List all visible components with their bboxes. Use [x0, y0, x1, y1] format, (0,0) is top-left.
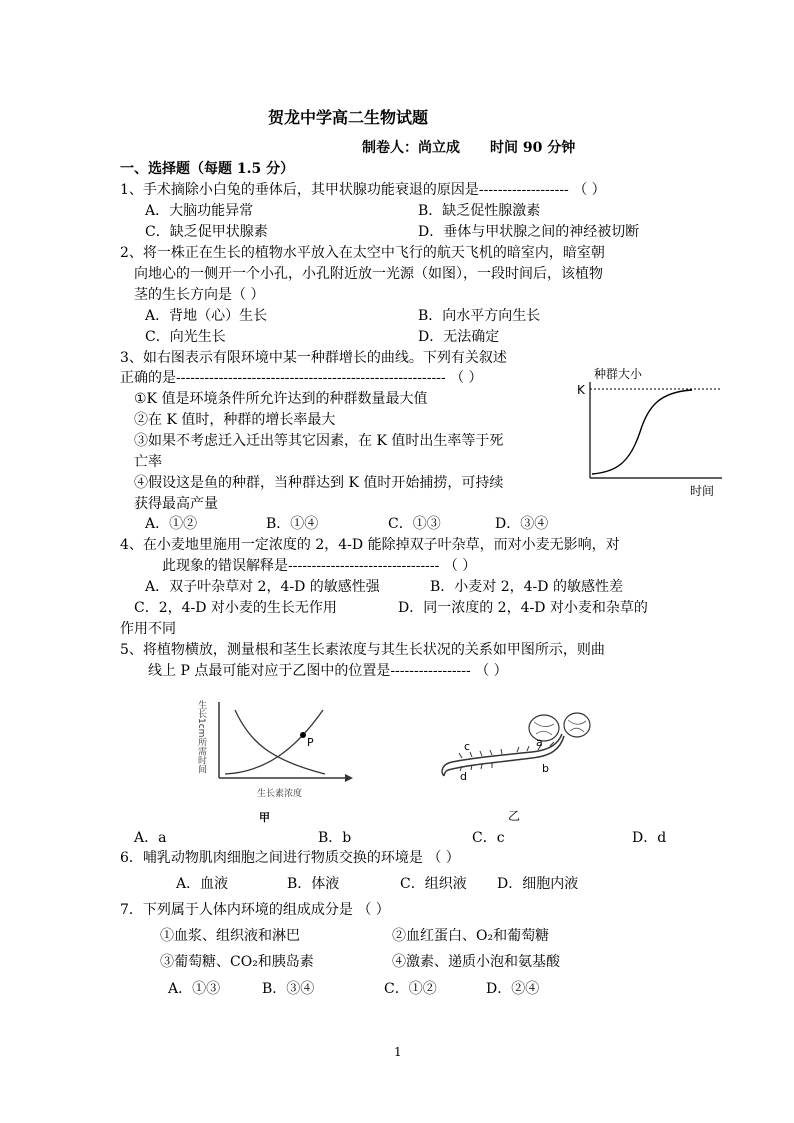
q7-item-4: ④激素、递质小泡和氨基酸: [392, 954, 560, 970]
section-heading: 一、选择题（每题 1.5 分）: [120, 161, 295, 177]
yi-label-a: a: [536, 736, 543, 749]
q6-option-d: D．细胞内液: [497, 876, 579, 892]
jia-point-p: [300, 732, 306, 738]
jia-ylabel: [196, 699, 207, 774]
graph-s-curve: [592, 390, 692, 474]
q1-option-d: D．垂体与甲状腺之间的神经被切断: [418, 224, 640, 240]
yi-right-leaf: [564, 713, 590, 737]
yi-caption: 乙: [508, 809, 521, 823]
q5-stem-line2: 线上 P 点最可能对应于乙图中的位置是----------------- （ ）: [148, 663, 508, 679]
q4-option-c: C．2，4-D 对小麦的生长无作用: [134, 600, 337, 616]
graph-xlabel: 时间: [690, 484, 715, 498]
q2-stem-line2: 向地心的一侧开一个小孔，小孔附近放一光源（如图），一段时间后，该植物: [134, 266, 603, 282]
q2-option-d: D．无法确定: [418, 329, 500, 345]
q7-item-3: ③葡萄糖、CO₂和胰岛素: [160, 954, 314, 970]
q7-option-b: B．③④: [262, 981, 315, 997]
q5-option-a: A．a: [134, 830, 167, 846]
q3-stem-line1: 3、如右图表示有限环境中某一种群增长的曲线。下列有关叙述: [120, 350, 507, 366]
q7-option-c: C．①②: [384, 981, 437, 997]
q1-option-c: C．缺乏促甲状腺素: [145, 224, 268, 240]
q3-statement-2: ②在 K 值时，种群的增长率最大: [134, 412, 336, 428]
q5-option-d: D．d: [632, 830, 667, 846]
q2-option-c: C．向光生长: [145, 329, 226, 345]
q3-option-b: B．①④: [266, 516, 319, 532]
q3-statement-3b: 亡率: [134, 454, 162, 470]
q3-statement-4a: ④假设这是鱼的种群，当种群达到 K 值时开始捕捞，可持续: [134, 475, 504, 491]
q6-stem: 6．哺乳动物肌肉细胞之间进行物质交换的环境是 （ ）: [120, 850, 460, 866]
author-line: 制卷人：尚立成: [362, 140, 460, 156]
q4-option-d-cont: 作用不同: [120, 621, 176, 637]
yi-left-leaf: [529, 715, 559, 741]
q5-option-c: C．c: [472, 830, 505, 846]
q7-item-2: ②血红蛋白、O₂和葡萄糖: [392, 928, 550, 944]
jia-point-label: P: [307, 736, 314, 749]
figure-yi-plant: [432, 700, 612, 830]
q4-option-b: B．小麦对 2，4-D 的敏感性差: [430, 579, 623, 595]
q7-item-1: ①血浆、组织液和淋巴: [160, 928, 300, 944]
jia-x-arrow: [345, 774, 353, 782]
q2-stem-line3: 茎的生长方向是（ ）: [134, 287, 265, 303]
q1-option-b: B．缺乏促性腺激素: [418, 203, 541, 219]
q6-option-c: C．组织液: [400, 876, 467, 892]
q2-stem-line1: 2、将一株正在生长的植物水平放入在太空中飞行的航天飞机的暗室内，暗室朝: [120, 245, 605, 261]
q3-option-a: A．①②: [145, 516, 198, 532]
yi-label-b: b: [542, 762, 549, 775]
yi-label-d: d: [460, 770, 467, 783]
time-limit: 时间 90 分钟: [490, 140, 576, 156]
q3-option-c: C．①③: [388, 516, 441, 532]
q2-option-b: B．向水平方向生长: [418, 308, 541, 324]
jia-caption: 甲: [259, 811, 270, 824]
q3-statement-3a: ③如果不考虑迁入迁出等其它因素，在 K 值时出生率等于死: [134, 433, 504, 449]
page-title: 贺龙中学高二生物试题: [268, 108, 429, 127]
q2-option-a: A．背地（心）生长: [145, 308, 268, 324]
graph-ylabel: 种群大小: [594, 367, 643, 381]
q3-statement-1: ①K 值是环境条件所允许达到的种群数量最大值: [134, 391, 428, 407]
q4-option-a: A．双子叶杂草对 2，4-D 的敏感性强: [145, 579, 380, 595]
page-number: 1: [394, 1045, 402, 1059]
q6-option-b: B．体液: [287, 876, 340, 892]
q4-stem-line2: 此现象的错误解释是-------------------------------- （ ）: [162, 558, 477, 574]
q7-option-a: A．①③: [168, 981, 221, 997]
graph-k-label: K: [577, 383, 585, 397]
population-growth-graph: [572, 362, 732, 502]
q3-option-d: D．③④: [495, 516, 549, 532]
q7-stem: 7．下列属于人体内环境的组成成分是 （ ）: [120, 902, 390, 918]
q5-stem-line1: 5、将植物横放，测量根和茎生长素浓度与其生长状况的关系如甲图所示，则曲: [120, 642, 605, 658]
q3-statement-4b: 获得最高产量: [134, 496, 218, 512]
q4-option-d: D．同一浓度的 2，4-D 对小麦和杂草的: [398, 600, 648, 616]
q6-option-a: A．血液: [176, 876, 229, 892]
jia-ylabel-text: 生长1cm所需时间: [196, 700, 206, 774]
q1-stem: 1、手术摘除小白兔的垂体后，其甲状腺功能衰退的原因是------------------- （ ）: [120, 182, 606, 198]
q4-stem-line1: 4、在小麦地里施用一定浓度的 2，4-D 能除掉双子叶杂草，而对小麦无影响，对: [120, 537, 620, 553]
q3-stem-line2: 正确的是--------------------------------------------------------- （ ）: [120, 370, 483, 386]
q1-option-a: A．大脑功能异常: [145, 203, 254, 219]
yi-label-c: c: [464, 740, 471, 753]
q5-option-b: B．b: [318, 830, 352, 846]
figure-jia-graph: [195, 690, 365, 830]
jia-xlabel: 生长素浓度: [257, 789, 303, 799]
q7-option-d: D．②④: [486, 981, 540, 997]
